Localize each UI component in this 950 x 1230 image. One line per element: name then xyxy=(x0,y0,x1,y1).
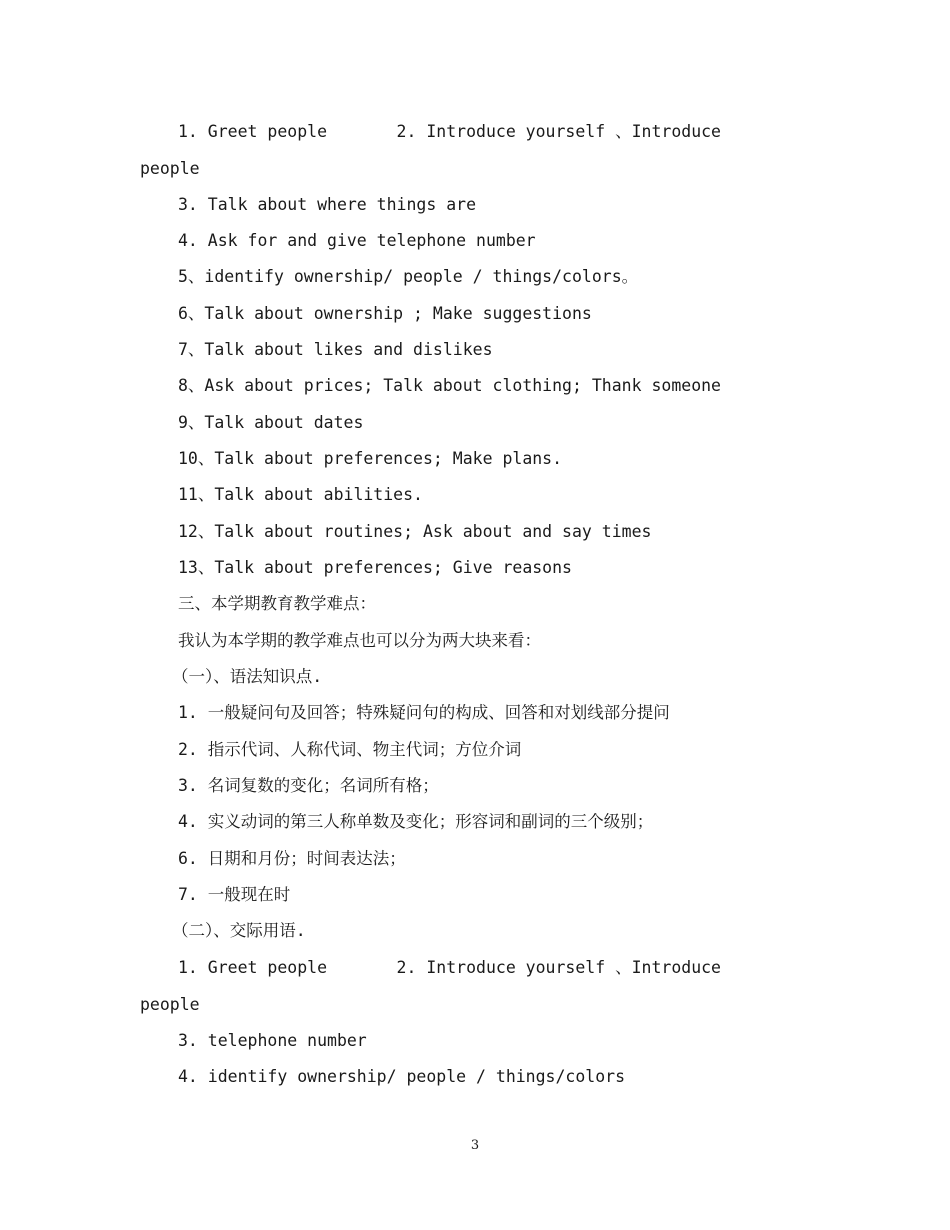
section-heading: 三、本学期教育教学难点： xyxy=(178,594,376,613)
text-line: 5、identify ownership/ people / things/colors。 xyxy=(178,267,639,286)
text-line: 9、Talk about dates xyxy=(178,413,364,432)
text-line: 4. identify ownership/ people / things/colors xyxy=(178,1067,626,1086)
text-line: 1. Greet people 2. Introduce yourself 、Introduce xyxy=(178,122,721,141)
text-line: 11、Talk about abilities. xyxy=(178,485,423,504)
text-line: 1. Greet people 2. Introduce yourself 、Introduce xyxy=(178,958,721,977)
text-line: 12、Talk about routines; Ask about and say times xyxy=(178,522,652,541)
text-line: 8、Ask about prices; Talk about clothing; Thank someone xyxy=(178,376,721,395)
text-line: 7. 一般现在时 xyxy=(178,885,291,904)
text-line: people xyxy=(140,995,200,1014)
text-line: 4. 实义动词的第三人称单数及变化；形容词和副词的三个级别； xyxy=(178,812,654,831)
page-number: 3 xyxy=(470,1138,480,1153)
text-line: 2. 指示代词、人称代词、物主代词；方位介词 xyxy=(178,740,522,759)
text-line: 3. Talk about where things are xyxy=(178,195,477,214)
text-line: people xyxy=(140,159,200,178)
text-line: 3. 名词复数的变化；名词所有格； xyxy=(178,776,439,795)
text-line: 1. 一般疑问句及回答；特殊疑问句的构成、回答和对划线部分提问 xyxy=(178,703,670,722)
text-line: 3. telephone number xyxy=(178,1031,367,1050)
subsection-heading: （一）、语法知识点. xyxy=(172,667,323,686)
text-line: 6、Talk about ownership ; Make suggestions xyxy=(178,304,592,323)
text-line: 7、Talk about likes and dislikes xyxy=(178,340,493,359)
text-line: 6. 日期和月份；时间表达法； xyxy=(178,849,406,868)
text-line: 我认为本学期的教学难点也可以分为两大块来看： xyxy=(178,631,541,650)
subsection-heading: （二）、交际用语. xyxy=(172,921,306,940)
text-line: 10、Talk about preferences; Make plans. xyxy=(178,449,563,468)
text-line: 13、Talk about preferences; Give reasons xyxy=(178,558,572,577)
text-line: 4. Ask for and give telephone number xyxy=(178,231,536,250)
